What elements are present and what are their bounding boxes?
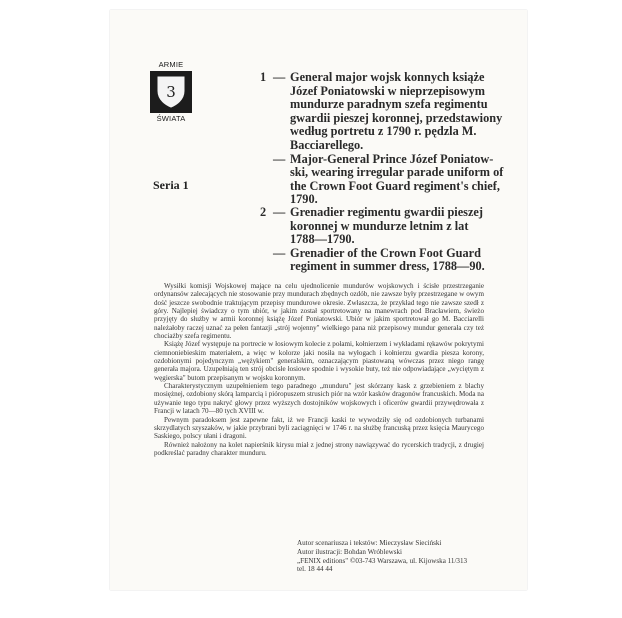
credit-line: Autor ilustracji: Bohdan Wróblewski bbox=[297, 547, 402, 556]
entry-2-polish-line bbox=[260, 220, 520, 234]
logo-bottom-text: ŚWIATA bbox=[156, 114, 186, 123]
entry-1-polish-line bbox=[260, 85, 520, 99]
entry-line-text: gwardii pieszej koronnej, przedstawiony bbox=[290, 110, 503, 125]
entry-number: 1 bbox=[260, 70, 267, 84]
credits-block bbox=[297, 539, 522, 574]
body-paragraph: Książę Józef występuje na portrecie w łosiowym kolecie z połami, kołnierzem i wykładami rękawów pokrytymi ciemnoniebieskim materiałem, a więc w kolorze jaki nosiła na wyłogach i kołnierzu gwardia piesza korony, ozdobionymi pojedynczym „wężykiem" generalskim, oznaczającym piastowaną wówczas przez niego rangę generała majora. Uzupełniają ten strój obcisłe łosiowe spodnie i wysokie buty, też nie odpowiadające „wyciętym z węgierska" butom przepisanym w wojsku koronnym. bbox=[154, 340, 484, 382]
entry-2-polish-line bbox=[260, 206, 520, 220]
logo-emblem bbox=[150, 71, 192, 113]
series-label: Seria 1 bbox=[153, 178, 189, 192]
entry-2-english-line bbox=[260, 260, 520, 274]
entry-1-polish-line bbox=[260, 125, 520, 139]
entry-1-english-line bbox=[260, 166, 520, 180]
entry-2-english-line bbox=[260, 247, 520, 261]
entry-line-text: Józef Poniatowski w nieprzepisowym bbox=[290, 83, 486, 98]
entry-line-text: mundurze paradnym szefa regimentu bbox=[290, 97, 488, 112]
shield-icon bbox=[156, 75, 186, 109]
entry-dash: — bbox=[273, 151, 286, 166]
entry-number: 2 bbox=[260, 205, 267, 219]
entry-dash: — bbox=[273, 205, 286, 219]
entry-dash: — bbox=[273, 245, 286, 260]
body-paragraph: Wysiłki komisji Wojskowej mające na celu ujednolicenie mundurów wojskowych i ścisłe przestrzeganie ordynansów zalecających nie stosowanie przy mundurach zbędnych ozdób, nie zawsze były przestrzegane w owym dość jeszcze swobodnie traktującym przepisy mundurowe okresie. Zwłaszcza, że przykład tego nie zawsze szedł z góry. Najlepiej świadczy o tym ubiór, w jakim został sportretowany na manewrach pod Bracławiem, świeżo przyjęty do służby w armii koronnej książę Józef Poniatowski. Ubiór w jakim sportretował go M. Bacciarelli należałoby raczej uznać za pełen fantazji „strój wojenny" wielkiego pana niż przepisowy mundur generała czy też chociażby szefa regimentu. bbox=[154, 282, 484, 341]
credit-line: tel. 18 44 44 bbox=[297, 565, 333, 574]
info-card bbox=[110, 10, 527, 590]
body-text bbox=[154, 282, 484, 457]
entry-line-text: ski, wearing irregular parade uniform of bbox=[290, 165, 504, 180]
logo-top-text: ARMIE bbox=[158, 60, 184, 69]
credit-line: Autor scenariusza i tekstów: Mieczysław Sieciński bbox=[297, 539, 442, 547]
entry-1-polish-line bbox=[260, 112, 520, 126]
entry-2-polish bbox=[260, 206, 520, 247]
entry-line-text: 1790. bbox=[290, 192, 318, 207]
entry-1-english-line bbox=[260, 153, 520, 167]
entry-2 bbox=[260, 206, 520, 274]
entry-line-text: General major wojsk konnych książe bbox=[290, 70, 485, 84]
entry-line-text: koronnej w mundurze letnim z lat bbox=[290, 218, 469, 233]
entry-line-text: według portretu z 1790 r. pędzla M. bbox=[290, 124, 477, 139]
entry-line-text: 1788—1790. bbox=[290, 232, 355, 247]
logo-number: 3 bbox=[166, 83, 176, 101]
entry-1-english-line bbox=[260, 180, 520, 194]
armie-swiata-logo bbox=[148, 61, 194, 131]
entry-1-english bbox=[260, 153, 520, 207]
entry-dash: — bbox=[273, 70, 286, 84]
entry-line-text: Major-General Prince Józef Poniatow- bbox=[290, 151, 494, 166]
entry-1-polish-line bbox=[260, 71, 520, 85]
entry-1-polish-line bbox=[260, 139, 520, 153]
entry-line-text: Bacciarellego. bbox=[290, 137, 364, 152]
body-paragraph: Również nałożony na kolet napierśnik kirysu miał z jednej strony nawiązywać do rycerskich tradycji, z drugiej podkreślać paradny charakter munduru. bbox=[154, 440, 484, 457]
entry-1-polish bbox=[260, 71, 520, 153]
entry-1 bbox=[260, 71, 520, 207]
entry-line-text: the Crown Foot Guard regiment's chief, bbox=[290, 178, 500, 193]
body-paragraph: Charakterystycznym uzupełnieniem tego paradnego „munduru" jest skórzany kask z grzebieniem z blachy mosiężnej, ozdobiony skórą lamparcią i pióropuszem strusich piór na wzór kasków dragonów francuskich. Moda na używanie tego typu nakryć głowy przez wyższych dostojników wojskowych i oficerów gwardii przywędrowała z Francji w latach 70—80 tych XVIII w. bbox=[154, 382, 484, 416]
entry-line-text: Grenadier regimentu gwardii pieszej bbox=[290, 205, 483, 219]
body-paragraph: Pewnym paradoksem jest zapewne fakt, iż we Francji kaski te wywodziły się od ozdobionych turbanami skrzydlatych szyszaków, w jakie przybrani byli zaciągnięci w 1746 r. na służbę francuską przez księcia Maurycego Saskiego, polscy ułani i dragoni. bbox=[154, 415, 484, 441]
entry-1-polish-line bbox=[260, 98, 520, 112]
credit-line: „FENIX editions" ©03-743 Warszawa, ul. Kijowska 11/313 bbox=[297, 556, 468, 565]
entry-line-text: Grenadier of the Crown Foot Guard bbox=[290, 245, 481, 260]
entry-2-english bbox=[260, 247, 520, 274]
entry-2-polish-line bbox=[260, 233, 520, 247]
entry-line-text: regiment in summer dress, 1788—90. bbox=[290, 259, 485, 274]
